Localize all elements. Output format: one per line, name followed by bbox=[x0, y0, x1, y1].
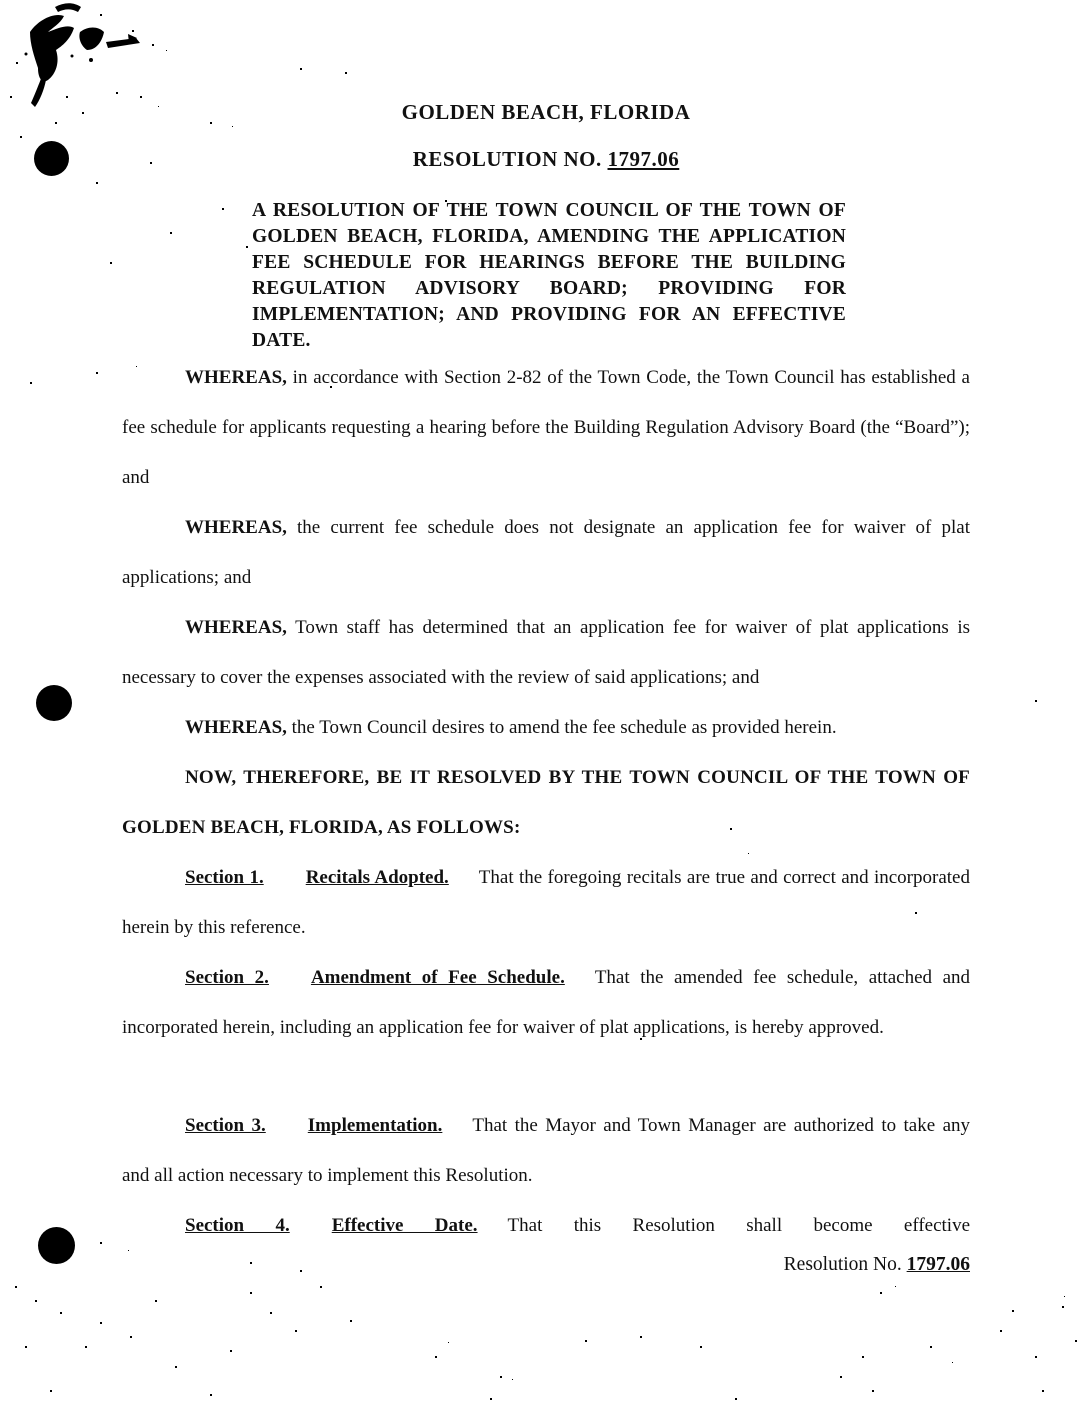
scan-speckle bbox=[140, 96, 142, 98]
resolution-number-label: RESOLUTION NO. bbox=[412, 147, 608, 171]
section-body: That this Resolution shall become effective bbox=[507, 1215, 971, 1236]
section-4 bbox=[122, 1201, 970, 1251]
scan-speckle bbox=[175, 1366, 177, 1368]
scan-speckle bbox=[170, 232, 172, 234]
scan-speckle bbox=[320, 1286, 322, 1288]
scan-speckle bbox=[100, 1322, 102, 1324]
scan-speckle bbox=[25, 1346, 27, 1348]
scan-speckle bbox=[82, 112, 84, 114]
scan-speckle bbox=[735, 1398, 737, 1400]
scan-speckle bbox=[1012, 1310, 1014, 1312]
scan-speckle bbox=[490, 1398, 492, 1400]
whereas-text: Town staff has determined that an application fee for waiver of plat applications is necessary to cover the expenses associated with the review of said applications; and bbox=[122, 617, 970, 688]
scan-speckle bbox=[55, 122, 57, 124]
document-body bbox=[122, 353, 970, 1277]
resolution-number-value: 1797.06 bbox=[607, 147, 680, 171]
whereas-text: in accordance with Section 2-82 of the Town Code, the Town Council has established a fee schedule for applicants requesting a hearing before the Building Regulation Advisory Board (the “Board”); and bbox=[122, 367, 970, 488]
scan-speckle bbox=[895, 1286, 896, 1287]
section-title: Effective Date. bbox=[331, 1215, 478, 1236]
section-1 bbox=[122, 853, 970, 953]
section-title: Amendment of Fee Schedule. bbox=[310, 967, 565, 988]
document-title: GOLDEN BEACH, FLORIDA bbox=[401, 100, 691, 124]
section-title: Recitals Adopted. bbox=[305, 867, 449, 888]
scan-speckle bbox=[85, 1346, 87, 1348]
resolution-preamble: A RESOLUTION OF THE TOWN COUNCIL OF THE TOWN OF GOLDEN BEACH, FLORIDA, AMENDING THE APPLICATION FEE SCHEDULE FOR HEARINGS BEFORE THE BUILDING REGULATION ADVISORY BOARD; PROVIDING FOR IMPLEMENTATION; AND PROVIDING FOR AN EFFECTIVE DATE. bbox=[252, 200, 846, 351]
scan-speckle bbox=[840, 1376, 842, 1378]
scan-speckle bbox=[640, 1336, 642, 1338]
scan-speckle bbox=[222, 208, 224, 210]
scan-speckle bbox=[100, 14, 102, 16]
hole-punch-top bbox=[34, 141, 69, 176]
scan-speckle bbox=[1042, 1390, 1044, 1392]
scan-speckle bbox=[152, 44, 154, 46]
scan-speckle bbox=[350, 1320, 352, 1322]
whereas-clause-2 bbox=[122, 503, 970, 603]
section-number: Section 3. bbox=[185, 1115, 266, 1136]
whereas-text: the current fee schedule does not designate an application fee for waiver of plat applications; and bbox=[122, 517, 970, 588]
scan-speckle bbox=[110, 262, 112, 264]
scan-speckle bbox=[270, 1312, 272, 1314]
scan-speckle bbox=[60, 8, 62, 10]
scan-speckle bbox=[35, 1300, 37, 1302]
section-number: Section 4. bbox=[185, 1215, 290, 1236]
scan-speckle bbox=[1035, 1356, 1037, 1358]
scan-speckle bbox=[1035, 700, 1037, 702]
scan-speckle bbox=[250, 1292, 252, 1294]
section-body: That the Mayor and Town Manager are authorized to take any and all action necessary to implement this Resolution. bbox=[122, 1115, 971, 1186]
scan-speckle bbox=[448, 1342, 449, 1343]
hole-punch-middle bbox=[36, 685, 72, 721]
scan-speckle bbox=[16, 62, 18, 64]
whereas-clause-4 bbox=[122, 703, 970, 753]
footer-number: 1797.06 bbox=[906, 1254, 970, 1275]
resolution-number-heading bbox=[122, 147, 970, 172]
scan-speckle bbox=[232, 126, 233, 127]
scan-speckle bbox=[930, 1346, 932, 1348]
whereas-lead: WHEREAS, bbox=[185, 717, 287, 738]
scan-speckle bbox=[60, 1312, 62, 1314]
scan-speckle bbox=[500, 1376, 502, 1378]
whereas-lead: WHEREAS, bbox=[185, 517, 287, 538]
scan-speckle bbox=[1075, 1340, 1077, 1342]
page-footer-resolution-number bbox=[122, 1253, 970, 1277]
scan-speckle bbox=[295, 1330, 297, 1332]
resolved-clause: NOW, THEREFORE, BE IT RESOLVED BY THE TOWN COUNCIL OF THE TOWN OF GOLDEN BEACH, FLORIDA, AS FOLLOWS: bbox=[122, 767, 970, 838]
scan-speckle bbox=[50, 1390, 52, 1392]
scan-speckle bbox=[862, 1356, 864, 1358]
scan-speckle bbox=[116, 92, 118, 94]
scan-speckle bbox=[246, 246, 248, 248]
scan-speckle bbox=[880, 1292, 882, 1294]
scan-speckle bbox=[1062, 1306, 1064, 1308]
section-number: Section 1. bbox=[185, 867, 264, 888]
footer-label: Resolution No. bbox=[783, 1254, 907, 1275]
scan-speckle bbox=[96, 372, 98, 374]
scan-speckle bbox=[1000, 1330, 1002, 1332]
section-3 bbox=[122, 1101, 970, 1201]
scan-speckle bbox=[30, 382, 32, 384]
whereas-lead: WHEREAS, bbox=[185, 617, 287, 638]
whereas-clause-3 bbox=[122, 603, 970, 703]
whereas-clause-1 bbox=[122, 353, 970, 503]
scan-speckle bbox=[166, 50, 167, 51]
hole-punch-bottom bbox=[38, 1227, 75, 1264]
scan-speckle bbox=[155, 1300, 157, 1302]
scan-speckle bbox=[300, 68, 302, 70]
scan-speckle bbox=[132, 30, 134, 32]
scan-speckle bbox=[952, 1362, 953, 1363]
scan-speckle bbox=[230, 1350, 232, 1352]
section-body: That the amended fee schedule, attached and incorporated herein, including an application fee for waiver of plat applications, is hereby approved. bbox=[122, 967, 971, 1038]
scan-speckle bbox=[210, 1394, 212, 1396]
scan-speckle bbox=[96, 182, 98, 184]
scan-speckle bbox=[435, 1356, 437, 1358]
scan-speckle bbox=[700, 1346, 702, 1348]
scan-speckle bbox=[872, 1390, 874, 1392]
scan-speckle bbox=[345, 72, 347, 74]
scan-speckle bbox=[10, 96, 12, 98]
section-body: That the foregoing recitals are true and correct and incorporated herein by this reference. bbox=[122, 867, 970, 938]
scan-speckle bbox=[100, 1242, 102, 1244]
section-title: Implementation. bbox=[307, 1115, 443, 1136]
whereas-text: the Town Council desires to amend the fee schedule as provided herein. bbox=[286, 717, 837, 738]
scan-speckle bbox=[585, 1340, 587, 1342]
section-2 bbox=[122, 953, 970, 1053]
scan-speckle bbox=[20, 136, 22, 138]
scan-speckle bbox=[512, 1379, 513, 1380]
whereas-lead: WHEREAS, bbox=[185, 367, 287, 388]
scan-speckle bbox=[130, 1336, 132, 1338]
section-number: Section 2. bbox=[185, 967, 269, 988]
scan-speckle bbox=[1064, 1296, 1065, 1297]
scan-speckle bbox=[66, 96, 68, 98]
scan-speckle bbox=[15, 1286, 17, 1288]
